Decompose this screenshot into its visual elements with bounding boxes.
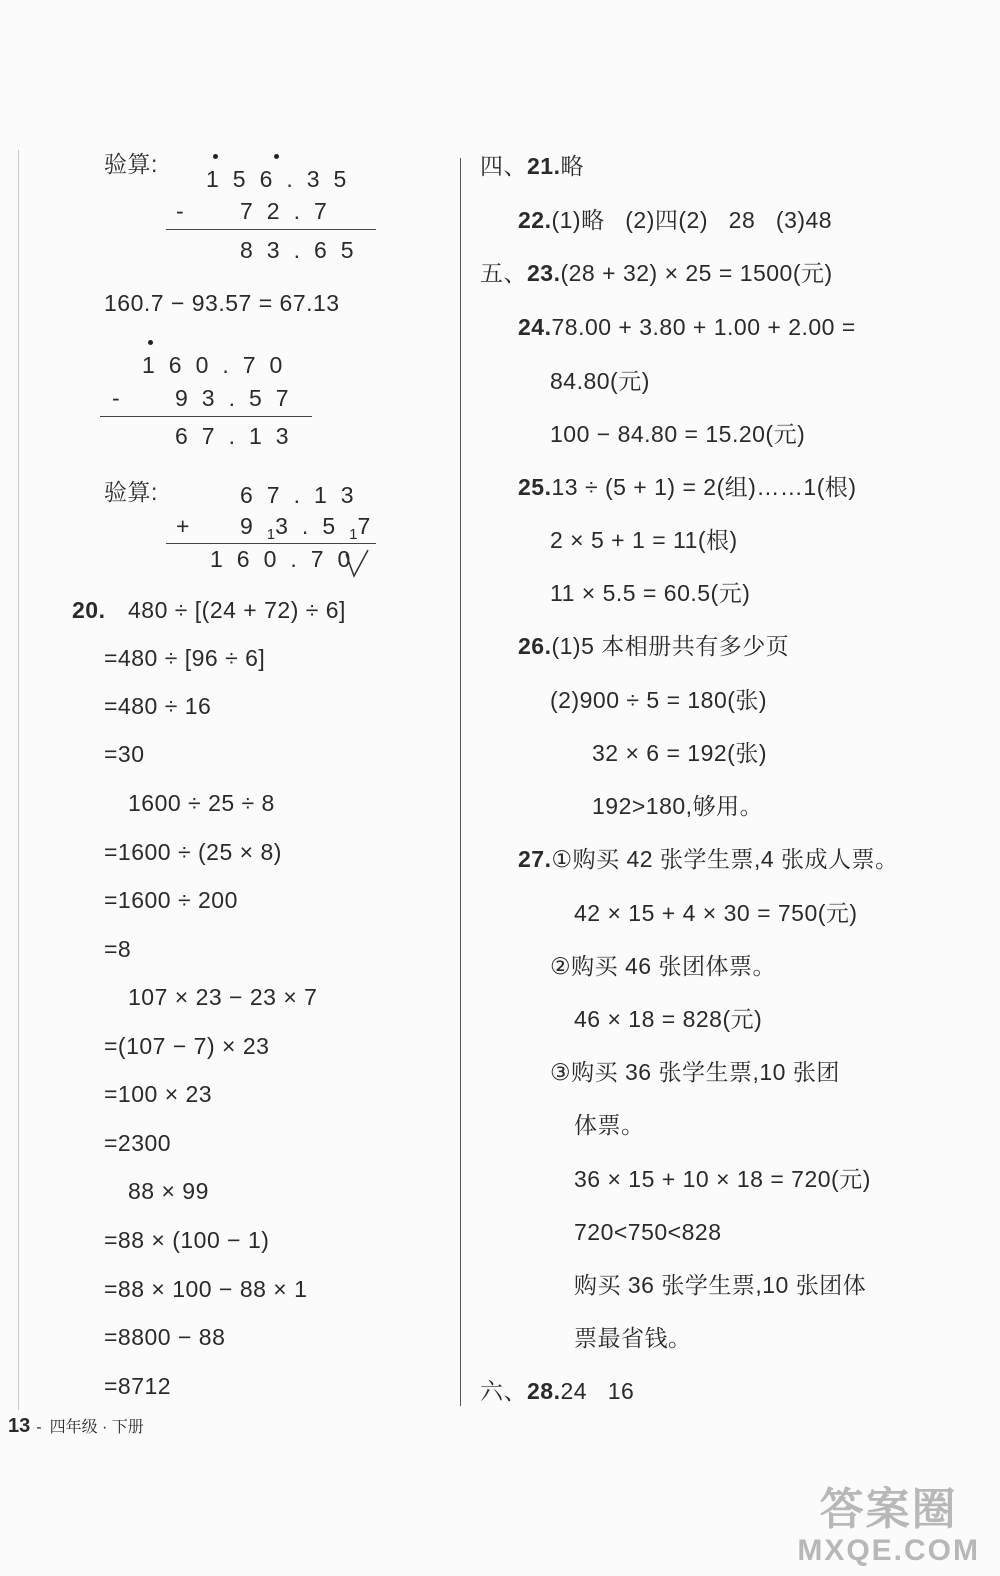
vertical-calc-result: 83.65 bbox=[240, 237, 368, 263]
footer-dash: - bbox=[36, 1419, 42, 1436]
calc-line: =480 ÷ 16 bbox=[104, 693, 212, 719]
vertical-calc-subtrahend: 72.7 bbox=[240, 198, 341, 224]
calc-line: =88 × (100 − 1) bbox=[104, 1227, 270, 1253]
question-number: 24. bbox=[518, 314, 552, 340]
answer-text: (1)略 (2)四(2) 28 (3)48 bbox=[551, 207, 833, 233]
vertical-calc-top: 156.35 bbox=[206, 166, 361, 192]
answer-line: 体票。 bbox=[574, 1112, 645, 1138]
question-27 bbox=[518, 845, 899, 873]
calc-line: =8800 − 88 bbox=[104, 1324, 226, 1350]
check-label: 验算: bbox=[104, 151, 158, 177]
minus-sign: - bbox=[112, 385, 121, 411]
check-mark-icon bbox=[344, 548, 370, 580]
calc-line: =88 × 100 − 88 × 1 bbox=[104, 1276, 308, 1302]
vertical-calc-top: 67.13 bbox=[240, 482, 368, 508]
section-prefix: 四、 bbox=[480, 153, 527, 179]
minus-sign: - bbox=[176, 198, 185, 224]
answer-line: 32 × 6 = 192(张) bbox=[592, 740, 767, 766]
answer-text: ①购买 42 张学生票,4 张成人票。 bbox=[551, 846, 899, 872]
carry-mark: 1 bbox=[266, 526, 276, 543]
answer-text: 略 bbox=[560, 153, 584, 179]
page-footer bbox=[8, 1414, 144, 1438]
calc-line: 1600 ÷ 25 ÷ 8 bbox=[128, 790, 275, 816]
answer-text: (28 + 32) × 25 = 1500(元) bbox=[560, 260, 833, 286]
question-number: 23. bbox=[527, 260, 561, 286]
answer-text: 13 ÷ (5 + 1) = 2(组)……1(根) bbox=[551, 474, 857, 500]
grade-label: 四年级 · 下册 bbox=[49, 1419, 144, 1436]
calc-line: =1600 ÷ (25 × 8) bbox=[104, 839, 282, 865]
borrow-dot bbox=[148, 340, 153, 345]
answer-line: ③购买 36 张学生票,10 张团 bbox=[550, 1059, 840, 1085]
question-number: 22. bbox=[518, 207, 552, 233]
answer-line: 11 × 5.5 = 60.5(元) bbox=[550, 580, 751, 606]
question-26 bbox=[518, 632, 789, 660]
answer-line: 192>180,够用。 bbox=[592, 793, 764, 819]
watermark-url: MXQE.COM bbox=[797, 1534, 980, 1567]
answer-line: 36 × 15 + 10 × 18 = 720(元) bbox=[574, 1166, 871, 1192]
addend-digits: 3.5 bbox=[275, 513, 350, 539]
question-number: 21. bbox=[527, 153, 561, 179]
left-margin-line bbox=[18, 150, 19, 1410]
answer-line: 100 − 84.80 = 15.20(元) bbox=[550, 421, 806, 447]
answer-line: 票最省钱。 bbox=[574, 1325, 692, 1351]
calc-line: =8 bbox=[104, 936, 132, 962]
answer-line: 42 × 15 + 4 × 30 = 750(元) bbox=[574, 900, 858, 926]
answer-line: ②购买 46 张团体票。 bbox=[550, 953, 776, 979]
answer-text: 78.00 + 3.80 + 1.00 + 2.00 = bbox=[551, 314, 856, 340]
calc-rule bbox=[166, 543, 376, 544]
question-22 bbox=[518, 206, 832, 234]
calc-line: =8712 bbox=[104, 1373, 172, 1399]
section-six bbox=[480, 1377, 634, 1405]
answer-text: 24 16 bbox=[560, 1378, 635, 1404]
borrow-dot bbox=[274, 154, 279, 159]
calc-line: =100 × 23 bbox=[104, 1081, 213, 1107]
section-prefix: 五、 bbox=[480, 260, 527, 286]
watermark-logo bbox=[797, 1486, 980, 1568]
answer-line: 46 × 18 = 828(元) bbox=[574, 1006, 763, 1032]
borrow-dot bbox=[213, 154, 218, 159]
calc-line: 88 × 99 bbox=[128, 1178, 209, 1204]
question-number: 27. bbox=[518, 846, 552, 872]
question-24 bbox=[518, 313, 856, 341]
section-four bbox=[480, 152, 584, 180]
vertical-calc-subtrahend: 93.57 bbox=[175, 385, 303, 411]
calc-line: =2300 bbox=[104, 1130, 172, 1156]
question-25 bbox=[518, 473, 857, 501]
calc-rule bbox=[100, 416, 312, 417]
calc-rule bbox=[166, 229, 376, 230]
vertical-calc-top: 160.70 bbox=[142, 352, 297, 378]
question-number: 26. bbox=[518, 633, 552, 659]
answer-line: 购买 36 张学生票,10 张团体 bbox=[574, 1272, 867, 1298]
answer-text: (1)5 本相册共有多少页 bbox=[551, 633, 790, 659]
addend-digit: 9 bbox=[240, 513, 267, 539]
question-number: 20. bbox=[72, 597, 106, 623]
section-prefix: 六、 bbox=[480, 1378, 527, 1404]
section-five bbox=[480, 259, 833, 287]
vertical-calc-result: 160.70 bbox=[210, 546, 365, 572]
carry-mark: 1 bbox=[349, 526, 358, 543]
watermark-title: 答案圈 bbox=[819, 1485, 958, 1534]
page-number: 13 bbox=[8, 1415, 31, 1437]
calc-line: 480 ÷ [(24 + 72) ÷ 6] bbox=[128, 597, 346, 623]
equation-line: 160.7 − 93.57 = 67.13 bbox=[104, 290, 340, 316]
question-number: 25. bbox=[518, 474, 552, 500]
answer-line: 720<750<828 bbox=[574, 1219, 722, 1245]
calc-line: =(107 − 7) × 23 bbox=[104, 1033, 270, 1059]
plus-sign: + bbox=[176, 513, 190, 539]
calc-line: =480 ÷ [96 ÷ 6] bbox=[104, 645, 266, 671]
answer-line: 84.80(元) bbox=[550, 368, 650, 394]
check-label: 验算: bbox=[104, 479, 158, 505]
answer-line: 2 × 5 + 1 = 11(根) bbox=[550, 527, 738, 553]
question-number: 28. bbox=[527, 1378, 561, 1404]
calc-line: =1600 ÷ 200 bbox=[104, 887, 238, 913]
calc-line: =30 bbox=[104, 741, 145, 767]
vertical-calc-result: 67.13 bbox=[175, 423, 303, 449]
column-divider bbox=[460, 158, 461, 1406]
addend-digit: 7 bbox=[357, 513, 385, 539]
calc-line: 107 × 23 − 23 × 7 bbox=[128, 984, 318, 1010]
answer-line: (2)900 ÷ 5 = 180(张) bbox=[550, 687, 768, 713]
